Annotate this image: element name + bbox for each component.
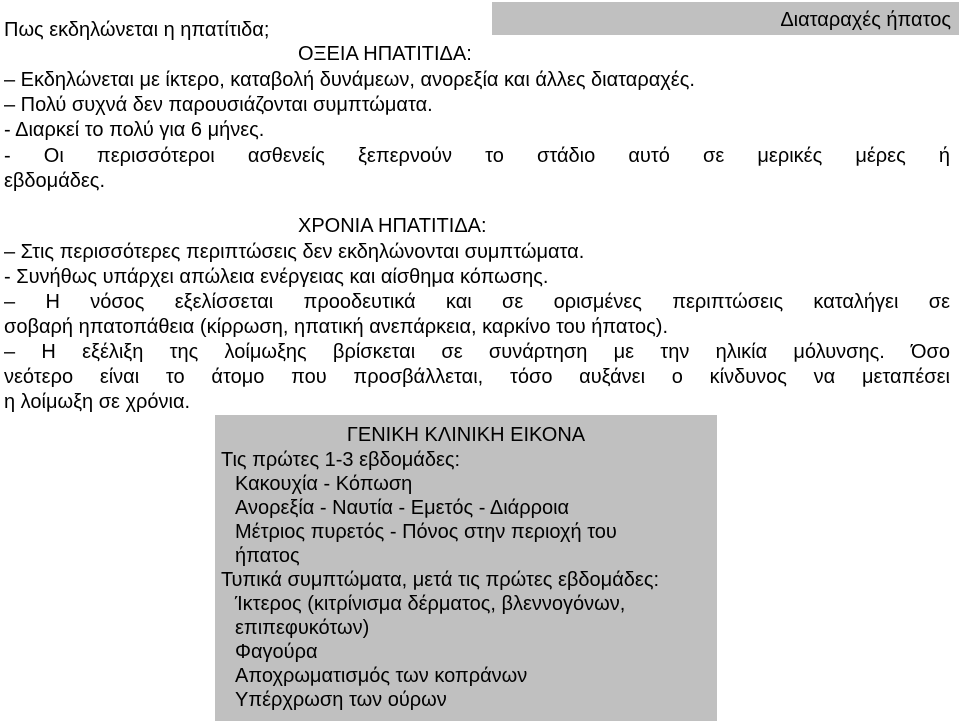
symptom-item: Μέτριος πυρετός - Πόνος στην περιοχή του bbox=[235, 521, 617, 543]
symptom-item: ήπατος bbox=[235, 545, 300, 567]
clinical-picture-box bbox=[215, 415, 717, 721]
acute-line: εβδομάδες. bbox=[4, 170, 106, 192]
page-title: Πως εκδηλώνεται η ηπατίτιδα; bbox=[4, 19, 270, 41]
chronic-line: – Στις περισσότερες περιπτώσεις δεν εκδηλώνονται συμπτώματα. bbox=[4, 241, 585, 263]
topic-tag: Διαταραχές ήπατος bbox=[780, 9, 951, 31]
chronic-line: – Η νόσος εξελίσσεται προοδευτικά και σε ορισμένες περιπτώσεις καταλήγει σε bbox=[4, 291, 950, 313]
chronic-heading: ΧΡΟΝΙΑ ΗΠΑΤΙΤΙΔΑ: bbox=[298, 215, 487, 237]
topic-bar bbox=[492, 2, 959, 35]
symptom-item: Ανορεξία - Ναυτία - Εμετός - Διάρροια bbox=[235, 497, 570, 519]
acute-line: - Διαρκεί το πολύ για 6 μήνες. bbox=[4, 119, 265, 141]
symptom-item: Φαγούρα bbox=[235, 641, 318, 663]
chronic-line: νεότερο είναι το άτομο που προσβάλλεται, τόσο αυξάνει ο κίνδυνος να μεταπέσει bbox=[4, 366, 950, 388]
symptom-item: Κακουχία - Κόπωση bbox=[235, 473, 413, 495]
acute-line: – Εκδηλώνεται με ίκτερο, καταβολή δυνάμεων, ανορεξία και άλλες διαταραχές. bbox=[4, 69, 695, 91]
chronic-line: σοβαρή ηπατοπάθεια (κίρρωση, ηπατική ανεπάρκεια, καρκίνο του ήπατος). bbox=[4, 316, 669, 338]
acute-heading: ΟΞΕΙΑ ΗΠΑΤΙΤΙΔΑ: bbox=[298, 43, 472, 65]
acute-line: – Πολύ συχνά δεν παρουσιάζονται συμπτώματα. bbox=[4, 94, 433, 116]
symptom-item: επιπεφυκότων) bbox=[235, 617, 370, 639]
chronic-line: – Η εξέλιξη της λοίμωξης βρίσκεται σε συνάρτηση με την ηλικία μόλυνσης. Όσο bbox=[4, 341, 950, 363]
symptom-item: Αποχρωματισμός των κοπράνων bbox=[235, 665, 528, 687]
acute-line: - Οι περισσότεροι ασθενείς ξεπερνούν το στάδιο αυτό σε μερικές μέρες ή bbox=[4, 145, 950, 167]
chronic-line: η λοίμωξη σε χρόνια. bbox=[4, 391, 191, 413]
early-label: Τις πρώτες 1-3 εβδομάδες: bbox=[221, 449, 461, 471]
chronic-line: - Συνήθως υπάρχει απώλεια ενέργειας και αίσθημα κόπωσης. bbox=[4, 266, 549, 288]
clinical-title: ΓΕΝΙΚΗ ΚΛΙΝΙΚΗ ΕΙΚΟΝΑ bbox=[346, 424, 586, 446]
late-label: Τυπικά συμπτώματα, μετά τις πρώτες εβδομάδες: bbox=[221, 569, 660, 591]
symptom-item: Ίκτερος (κιτρίνισμα δέρματος, βλεννογόνων, bbox=[235, 593, 626, 615]
symptom-item: Υπέρχρωση των ούρων bbox=[235, 689, 447, 711]
